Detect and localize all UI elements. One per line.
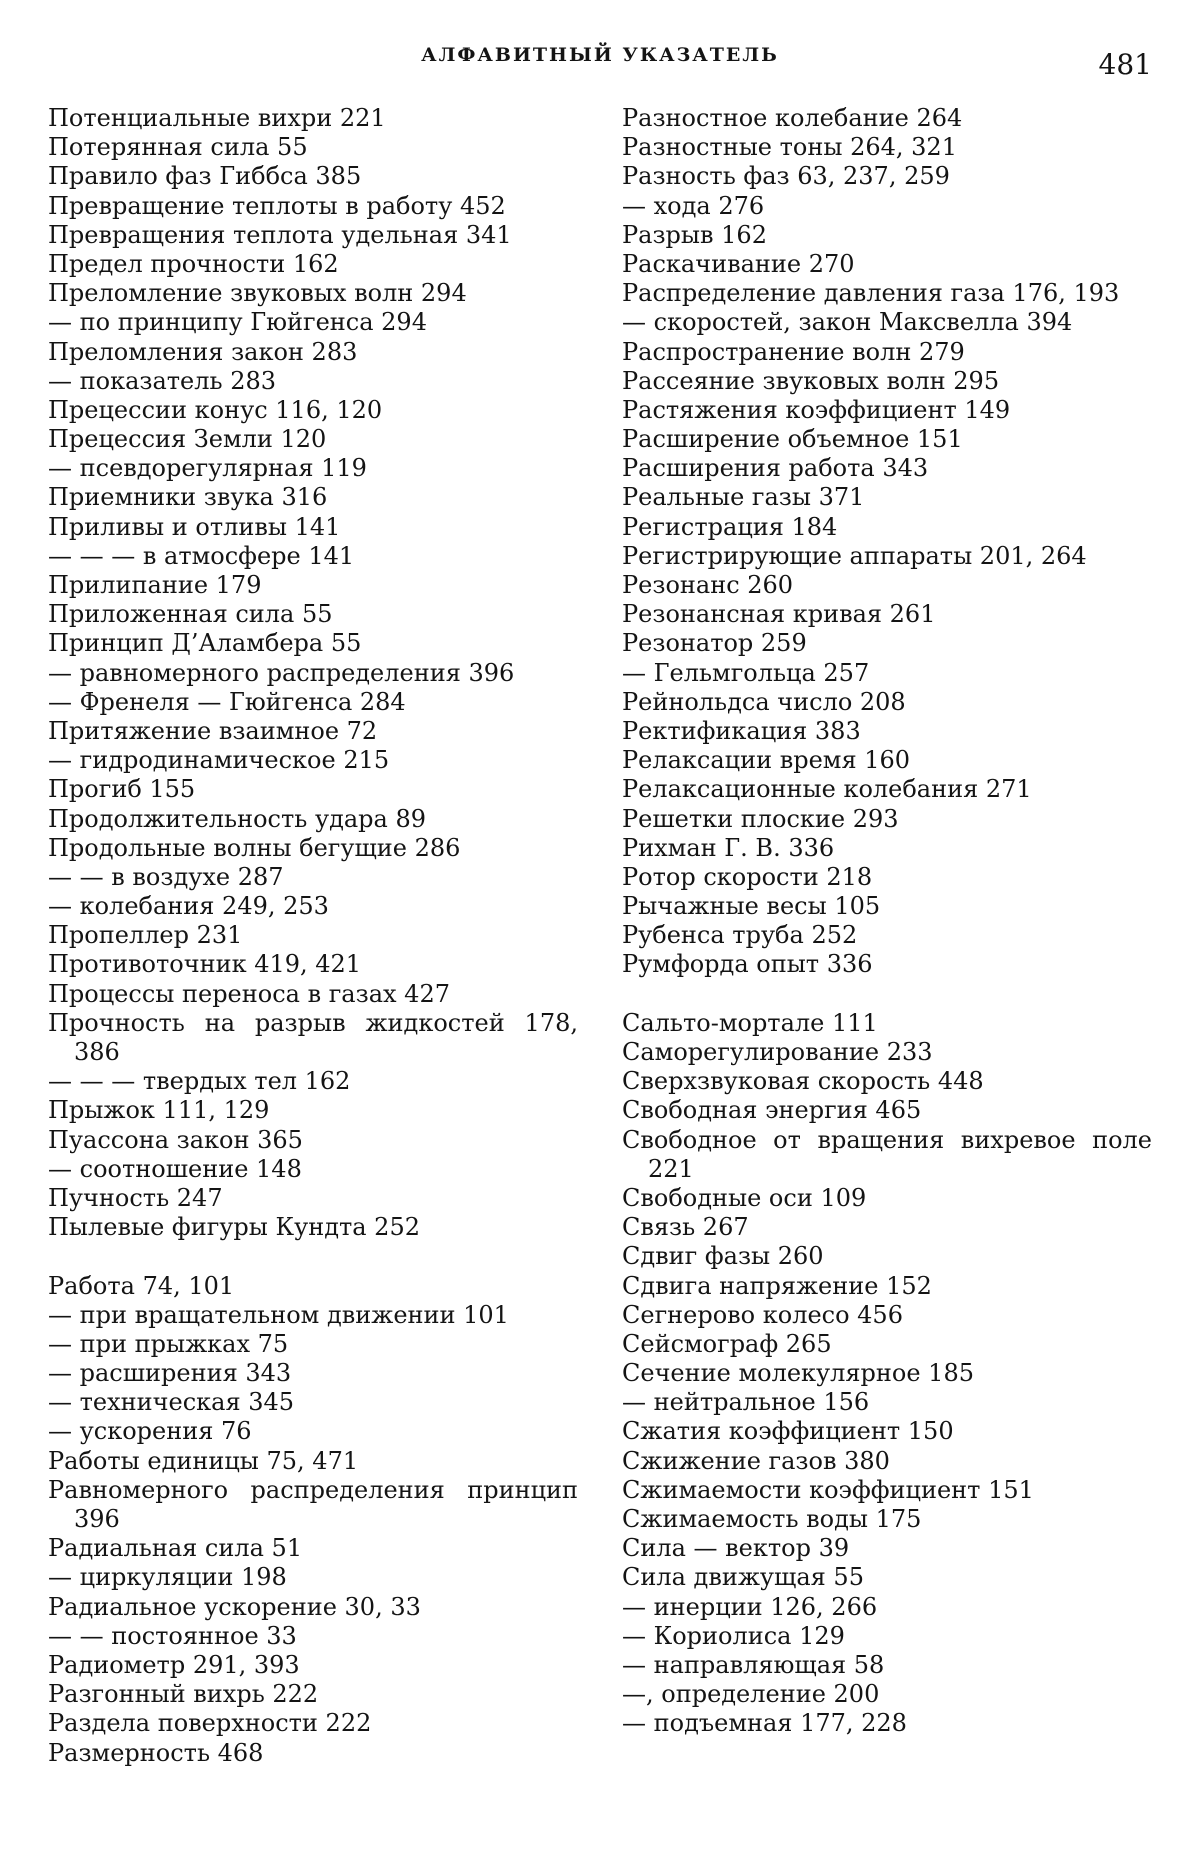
- index-entry: Притяжение взаимное 72: [48, 716, 378, 745]
- index-entry: Пропеллер 231: [48, 921, 243, 950]
- index-entry: — гидродинамическое 215: [48, 746, 390, 775]
- page-header: [0, 38, 1200, 81]
- index-entry: — — — в атмосфере 141: [48, 541, 355, 570]
- index-entry: Рихман Г. В. 336: [622, 833, 835, 862]
- index-entry: Сжатия коэффициент 150: [622, 1417, 954, 1446]
- index-entry: — — — твердых тел 162: [48, 1067, 351, 1096]
- index-entry: Сверхзвуковая скорость 448: [622, 1067, 984, 1096]
- index-entry: Преломления закон 283: [48, 337, 358, 366]
- index-entry: Приемники звука 316: [48, 483, 328, 512]
- index-entry: Релаксационные колебания 271: [622, 775, 1032, 804]
- index-entry: Ротор скорости 218: [622, 862, 873, 891]
- index-entry: Реальные газы 371: [622, 483, 865, 512]
- index-entry: Сила движущая 55: [622, 1563, 864, 1592]
- index-entry: — инерции 126, 266: [622, 1592, 878, 1621]
- index-entry: — при прыжках 75: [48, 1329, 289, 1358]
- index-entry: Решетки плоские 293: [622, 804, 899, 833]
- index-entry: Продолжительность удара 89: [48, 804, 426, 833]
- index-entry: Распределение давления газа 176, 193: [622, 279, 1120, 308]
- index-entry: Резонансная кривая 261: [622, 600, 936, 629]
- index-entry: — соотношение 148: [48, 1154, 302, 1183]
- index-entry: —, определение 200: [622, 1680, 880, 1709]
- index-entry: Растяжения коэффициент 149: [622, 395, 1011, 424]
- index-entry: Сечение молекулярное 185: [622, 1359, 974, 1388]
- index-entry: Сила — вектор 39: [622, 1534, 850, 1563]
- index-entry: Рубенса труба 252: [622, 921, 858, 950]
- index-entry: Продольные волны бегущие 286: [48, 833, 461, 862]
- index-entry: Саморегулирование 233: [622, 1038, 933, 1066]
- index-entry: Сегнерово колесо 456: [622, 1300, 903, 1329]
- index-entry: — — в воздухе 287: [48, 862, 284, 891]
- index-entry: Правило фаз Гиббса 385: [48, 162, 362, 191]
- index-entry: Прецессии конус 116, 120: [48, 395, 383, 424]
- index-entry: Свободное от вращения вихревое поле 221: [622, 1125, 1152, 1183]
- index-entry: Рейнольдса число 208: [622, 687, 906, 716]
- index-entry: Раскачивание 270: [622, 249, 855, 278]
- index-entry: Сжижение газов 380: [622, 1446, 890, 1475]
- index-entry: Предел прочности 162: [48, 249, 339, 278]
- page-number: 481: [1098, 48, 1152, 81]
- index-entry: — равномерного распределения 396: [48, 658, 515, 687]
- index-entry: Принцип Д’Аламбера 55: [48, 629, 362, 658]
- index-entry: Сдвиг фазы 260: [622, 1242, 824, 1271]
- index-entry: Прецессия Земли 120: [48, 425, 327, 454]
- running-title: АЛФАВИТНЫЙ УКАЗАТЕЛЬ: [421, 44, 779, 66]
- index-entry: Сальто-мортале 111: [622, 1008, 878, 1037]
- index-entry: — подъемная 177, 228: [622, 1709, 907, 1738]
- index-entry: Размерность 468: [48, 1738, 264, 1767]
- index-entry: Резонанс 260: [622, 571, 794, 599]
- index-entry: Релаксации время 160: [622, 746, 911, 775]
- index-entry: Ректификация 383: [622, 716, 861, 745]
- index-entry: Пылевые фигуры Кундта 252: [48, 1213, 420, 1242]
- index-entry: Рычажные весы 105: [622, 892, 881, 921]
- index-entry: — ускорения 76: [48, 1417, 252, 1446]
- index-entry: Радиальное ускорение 30, 33: [48, 1592, 421, 1621]
- index-entry: — расширения 343: [48, 1359, 292, 1388]
- index-entry: Равномерного распределения принцип 396: [48, 1475, 578, 1534]
- index-entry: Пучность 247: [48, 1183, 223, 1212]
- index-entry: — при вращательном движении 101: [48, 1300, 509, 1329]
- index-entry: Свободная энергия 465: [622, 1096, 922, 1125]
- index-entry: Румфорда опыт 336: [622, 950, 873, 979]
- index-entry: Преломление звуковых волн 294: [48, 279, 467, 308]
- index-entry: Прочность на разрыв жидкостей 178, 386: [48, 1008, 578, 1067]
- index-entry: Прыжок 111, 129: [48, 1096, 270, 1125]
- index-entry: — — постоянное 33: [48, 1621, 297, 1650]
- index-entry: Приливы и отливы 141: [48, 512, 341, 541]
- index-entry: Приложенная сила 55: [48, 600, 333, 629]
- index-entry: Свободные оси 109: [622, 1183, 867, 1212]
- index-entry: — псевдорегулярная 119: [48, 454, 367, 483]
- index-entry: Разностные тоны 264, 321: [622, 133, 957, 162]
- index-entry: Пуассона закон 365: [48, 1125, 303, 1154]
- index-entry: — скоростей, закон Максвелла 394: [622, 308, 1073, 337]
- index-entry: Разность фаз 63, 237, 259: [622, 162, 950, 191]
- section-gap: [48, 1242, 578, 1271]
- index-entry: Регистрация 184: [622, 512, 838, 541]
- index-entry: — Френеля — Гюйгенса 284: [48, 687, 406, 716]
- index-entry: — направляющая 58: [622, 1650, 885, 1679]
- index-entry: Потенциальные вихри 221: [48, 104, 386, 132]
- index-entry: Сдвига напряжение 152: [622, 1271, 932, 1300]
- index-entry: — нейтральное 156: [622, 1388, 870, 1417]
- index-entry: — хода 276: [622, 191, 765, 220]
- index-entry: Распространение волн 279: [622, 337, 965, 366]
- index-entry: Сейсмограф 265: [622, 1329, 832, 1358]
- index-entry: Противоточник 419, 421: [48, 950, 362, 979]
- index-entry: — показатель 283: [48, 366, 277, 395]
- index-entry: — Гельмгольца 257: [622, 658, 870, 687]
- index-entry: Связь 267: [622, 1213, 749, 1242]
- index-entry: Разгонный вихрь 222: [48, 1680, 319, 1709]
- index-entry: Разрыв 162: [622, 220, 767, 249]
- right-index-column: [622, 104, 1152, 1739]
- index-entry: Раздела поверхности 222: [48, 1709, 372, 1738]
- index-entry: — по принципу Гюйгенса 294: [48, 308, 427, 337]
- index-entry: — циркуляции 198: [48, 1563, 287, 1592]
- index-entry: Рассеяние звуковых волн 295: [622, 366, 1000, 395]
- index-entry: Прогиб 155: [48, 775, 196, 804]
- index-entry: — Кориолиса 129: [622, 1621, 845, 1650]
- index-entry: Сжимаемость воды 175: [622, 1505, 922, 1534]
- index-entry: — колебания 249, 253: [48, 892, 329, 921]
- index-entry: Прилипание 179: [48, 571, 262, 599]
- index-entry: Процессы переноса в газах 427: [48, 979, 450, 1008]
- index-entry: Разностное колебание 264: [622, 104, 963, 132]
- index-entry: Радиальная сила 51: [48, 1534, 303, 1563]
- index-entry: Расширение объемное 151: [622, 425, 963, 454]
- index-entry: Резонатор 259: [622, 629, 807, 658]
- index-entry: Потерянная сила 55: [48, 133, 308, 162]
- left-index-column: [48, 104, 578, 1768]
- index-entry: Работа 74, 101: [48, 1271, 235, 1300]
- index-entry: Работы единицы 75, 471: [48, 1446, 359, 1475]
- index-entry: Радиометр 291, 393: [48, 1651, 300, 1679]
- index-entry: Расширения работа 343: [622, 454, 929, 483]
- index-entry: Превращение теплоты в работу 452: [48, 191, 506, 220]
- index-entry: — техническая 345: [48, 1388, 295, 1417]
- index-entry: Превращения теплота удельная 341: [48, 220, 512, 249]
- index-entry: Сжимаемости коэффициент 151: [622, 1475, 1034, 1504]
- section-gap: [622, 980, 1152, 1009]
- index-entry: Регистрирующие аппараты 201, 264: [622, 541, 1087, 570]
